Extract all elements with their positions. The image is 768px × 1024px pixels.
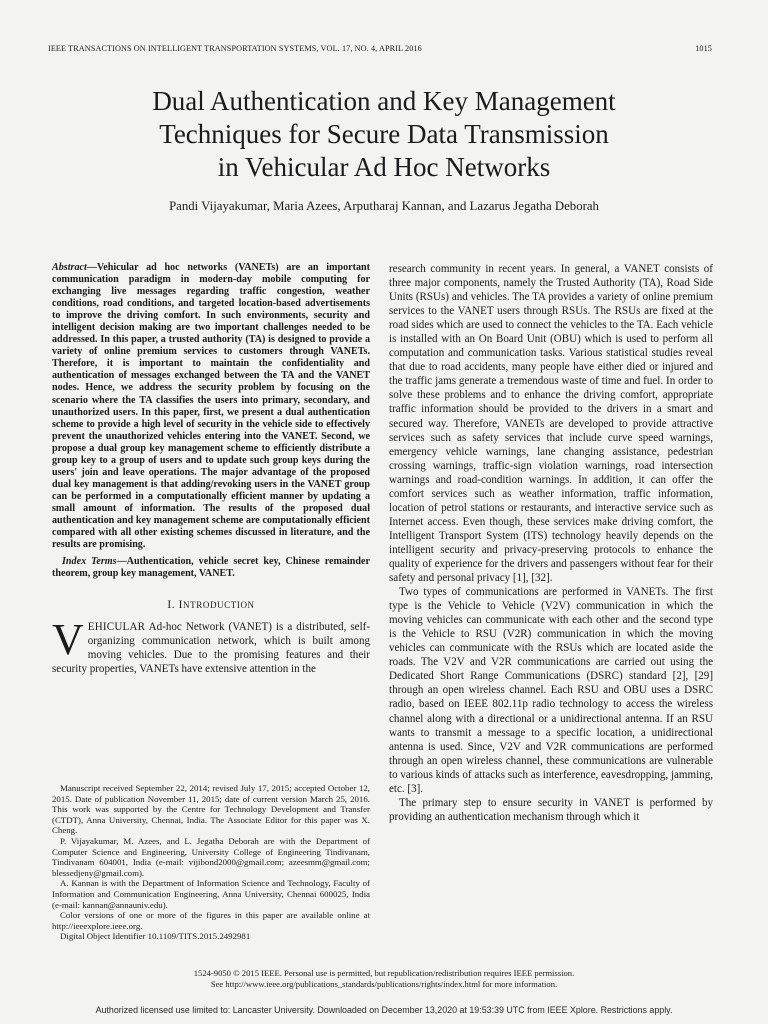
right-paragraph-2: Two types of communications are performed in VANETs. The first type is the Vehicle to Vehicle (V2V) communication in which the moving vehicles can communicate with each other and the second type is the Vehicle to RSU (V2R) communication in which the moving vehicles can communicate with the RSUs which are located aside the roads. The V2V and V2R communications are carried out using the Dedicated Short Range Communications (DSRC) standard [2], [29] through an open wireless channel. Each RSU and OBU uses a DSRC radio, based on IEEE 802.11p radio technology to access the wireless channel along with a directional or a unidirectional antenna. If an RSU wants to transmit a message to a specific location, a unidirectional antenna is used. Since, V2V and V2R communications are performed through an open wireless channel, these communications are vulnerable to various kinds of attacks such as interference, eavesdropping, jamming, etc. [3]. xyxy=(389,586,713,795)
footnote-color: Color versions of one or more of the figures in this paper are available online at http://ieeexplore.ieee.org. xyxy=(52,910,370,931)
author-list: Pandi Vijayakumar, Maria Azees, Arputharaj Kannan, and Lazarus Jegatha Deborah xyxy=(169,199,599,213)
abstract-label: Abstract xyxy=(52,262,87,273)
right-paragraph-1: research community in recent years. In general, a VANET consists of three major components, namely the Trusted Authority (TA), Road Side Units (RSUs) and vehicles. The TA provides a variety of online premium services to the VANET users through RSUs. The RSUs are fixed at the road sides which are used to connect the vehicles to the TA. Each vehicle is installed with an On Board Unit (OBU) which is used to perform all computation and communication tasks. Various statistical studies reveal that due to road accidents, many people have either died or injured and the traffic jams generate a tremendous waste of time and fuel. In order to solve these problems and to enhance the driving comfort, appropriate traffic information should be provided to the drivers in a smart and secured way. Therefore, VANETs are developed to provide attractive services such as safety services that include curve speed warnings, emergency vehicle warnings, lane changing assistance, pedestrian crossing warnings, traffic-sign violation warnings, road intersection warnings and road-condition warnings. In addition, it can offer the comfort services such as weather information, traffic information, location of petrol stations or restaurants, and interactive service such as Internet access. Even though, these services make driving comfort, the Intelligent Transport System (ITS) technology heavily depends on the intelligent security and privacy-preserving protocols to enhance the quality of experience for the drivers and passengers without fear for their safety and personal privacy [1], [32]. xyxy=(389,263,713,585)
footnote-doi: Digital Object Identifier 10.1109/TITS.2015.2492981 xyxy=(60,931,251,942)
section-title-rest: NTRODUCTION xyxy=(183,600,255,611)
title-line-3: in Vehicular Ad Hoc Networks xyxy=(217,152,551,182)
page-number: 1015 xyxy=(695,44,712,53)
index-terms-text: —Authentication, vehicle secret key, Chinese remainder theorem, group key management, VANET. xyxy=(52,556,370,580)
abstract-text: —Vehicular ad hoc networks (VANETs) are an important communication paradigm in modern-day mobile computing for exchanging live messages regarding traffic congestion, weather conditions, road conditions, and targeted location-based advertisements to improve the driving comfort. In such environments, security and intelligent decision making are two important challenges needed to be addressed. In this paper, a trusted authority (TA) is designed to provide a variety of online premium services to customers through VANETs. Therefore, it is important to maintain the confidentiality and authentication of messages exchanged between the TA and the VANET nodes. Hence, we address the security problem by focusing on the scenario where the TA classifies the users into primary, secondary, and unauthorized users. In this paper, first, we present a dual authentication scheme to provide a high level of security in the vehicle side to effectively prevent the unauthorized vehicles entering into the VANET. Second, we propose a dual group key management scheme to efficiently distribute a group key to a group of users and to update such group keys during the users' join and leave operations. The major advantage of the proposed dual key management is that adding/revoking users in the VANET group can be performed in a computationally efficient manner by updating a small amount of information. The results of the proposed dual authentication and key management scheme are computationally efficient compared with all other existing schemes discussed in literature, and the results are promising. xyxy=(52,262,370,551)
right-paragraph-3: The primary step to ensure security in VANET is performed by providing an authentication mechanism through which it xyxy=(389,796,713,823)
footnote-affiliation-1: P. Vijayakumar, M. Azees, and L. Jegatha Deborah are with the Department of Computer Science and Engineering, University College of Engineering Tindivanam, Tindivanam 604001, India (e-mail: vijibond2000@gmail.com; azeesmm@gmail.com; blessedjeny@gmail.com). xyxy=(52,835,370,878)
section-heading xyxy=(52,598,370,612)
title-line-1: Dual Authentication and Key Management xyxy=(152,86,616,116)
paper-title xyxy=(40,85,728,184)
copyright-line-1: 1524-9050 © 2015 IEEE. Personal use is permitted, but republication/redistribution requires IEEE permission. xyxy=(193,968,575,978)
abstract xyxy=(52,262,370,551)
journal-name: IEEE TRANSACTIONS ON INTELLIGENT TRANSPORTATION SYSTEMS, VOL. 17, NO. 4, APRIL 2016 xyxy=(48,44,422,53)
section-title-initial: I xyxy=(178,599,184,612)
section-number: I. xyxy=(167,599,176,612)
intro-text: Ad-hoc Network (VANET) is a distributed, self-organizing communication network, which is built among moving vehicles. Due to the promising features and their security properties, VANETs have extensive attention in the xyxy=(52,621,370,676)
running-header xyxy=(48,44,712,53)
copyright-notice xyxy=(40,968,728,990)
drop-cap: V xyxy=(52,615,84,665)
right-column xyxy=(389,262,713,824)
left-column xyxy=(52,262,370,676)
title-line-2: Techniques for Secure Data Transmission xyxy=(159,119,609,149)
license-footer: Authorized licensed use limited to: Lancaster University. Downloaded on December 13,2020 at 19:53:39 UTC from IEEE Xplore. Restrictions apply. xyxy=(95,1005,673,1015)
copyright-line-2: See http://www.ieee.org/publications_standards/publications/rights/index.html for more information. xyxy=(210,979,558,989)
footnote-affiliation-2: A. Kannan is with the Department of Information Science and Technology, Faculty of Information and Communication Engineering, Anna University, Chennai 600025, India (e-mail: kannan@annauniv.edu). xyxy=(52,878,370,910)
index-terms xyxy=(52,556,370,580)
footnotes xyxy=(52,783,370,942)
index-terms-label: Index Terms xyxy=(62,556,117,568)
intro-lead-word: EHICULAR xyxy=(87,621,146,634)
intro-paragraph-1 xyxy=(52,615,370,676)
footnote-manuscript: Manuscript received September 22, 2014; revised July 17, 2015; accepted October 12, 2015. Date of publication November 11, 2015; date of current version March 25, 2016. This work was supported by the Centre for Technology Development and Transfer (CTDT), Anna University, Chennai, India. The Associate Editor for this paper was X. Cheng. xyxy=(52,783,370,836)
